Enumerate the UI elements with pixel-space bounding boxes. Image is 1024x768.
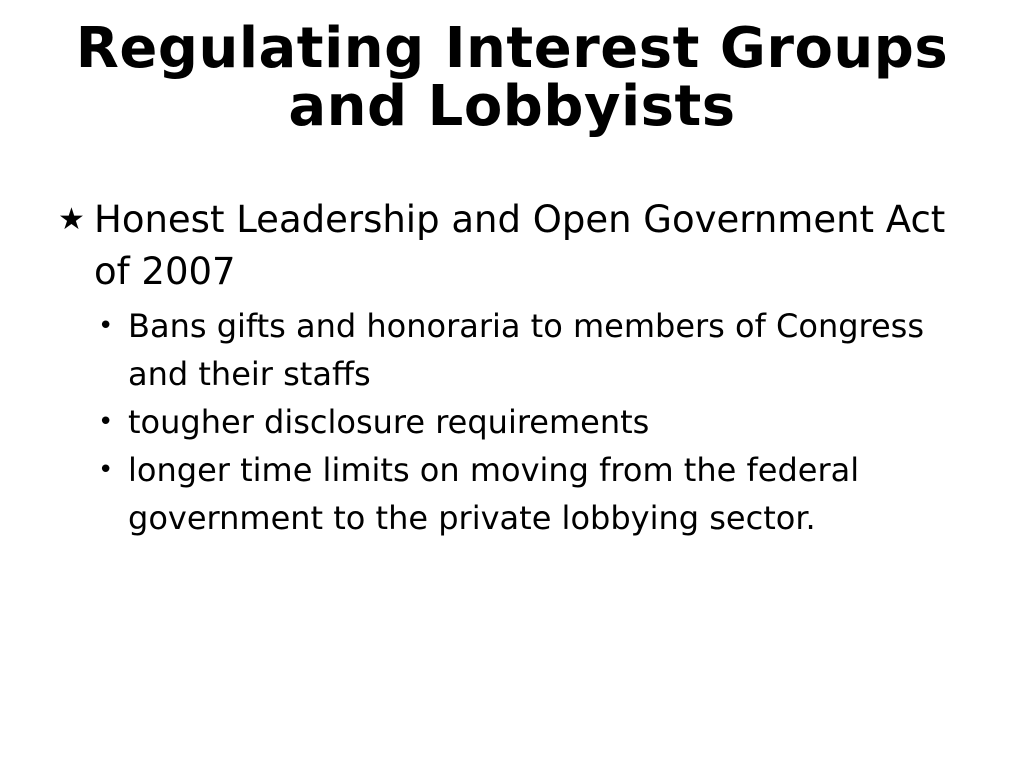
sub-bullet-text: Bans gifts and honoraria to members of Congress and their staffs	[128, 307, 925, 393]
main-bullet-text: Honest Leadership and Open Government Act of 2007	[94, 198, 946, 293]
bullet-icon: •	[98, 407, 114, 437]
sub-bullet-text: tougher disclosure requirements	[128, 403, 650, 441]
sub-bullet-text: longer time limits on moving from the federal government to the private lobbying sector.	[128, 451, 860, 537]
sub-bullet-item	[58, 446, 988, 542]
bullet-icon: •	[98, 311, 114, 341]
sub-bullet-item	[58, 302, 988, 398]
slide-content	[58, 194, 988, 542]
main-bullet	[58, 194, 988, 298]
sub-bullet-list	[58, 302, 988, 542]
slide-title-line-2: and Lobbyists	[288, 74, 736, 139]
slide-title-line-1: Regulating Interest Groups	[75, 16, 949, 81]
slide-title	[40, 16, 984, 139]
sub-bullet-item	[58, 398, 988, 446]
star-icon: ★	[58, 202, 85, 237]
bullet-icon: •	[98, 455, 114, 485]
